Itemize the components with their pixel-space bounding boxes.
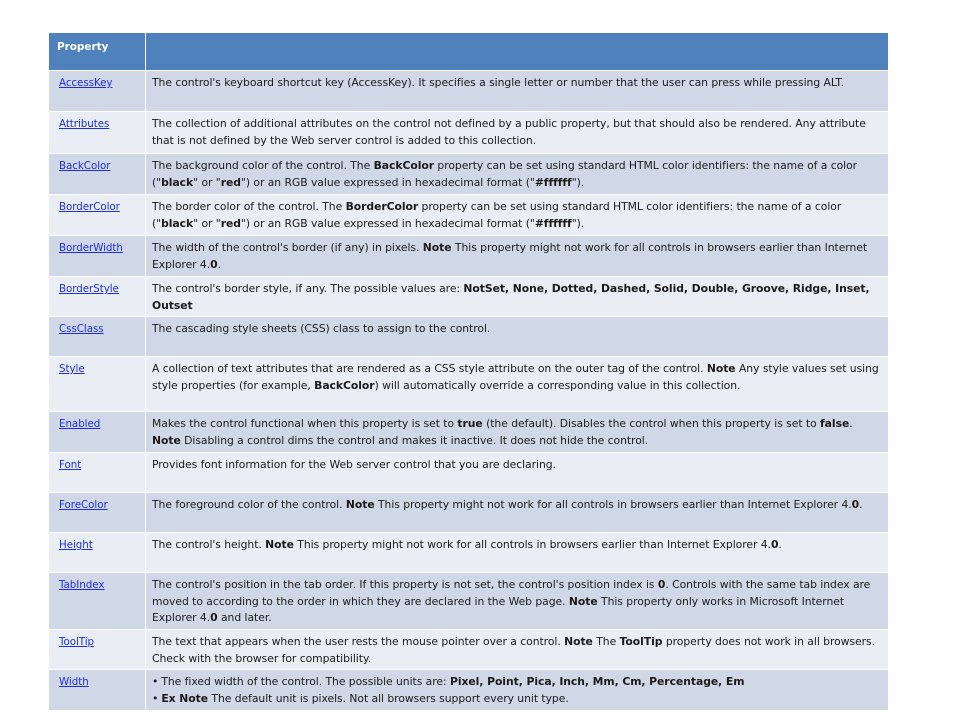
property-description-cell: The cascading style sheets (CSS) class to assign to the control. <box>146 317 889 357</box>
table-row <box>49 71 889 112</box>
table-header-row <box>49 33 889 71</box>
table-row <box>49 317 889 357</box>
property-description-cell: The foreground color of the control. Note This property might not work for all controls in browsers earlier than Internet Explorer 4.0. <box>146 493 889 533</box>
table-row <box>49 630 889 670</box>
property-name-cell <box>49 112 146 154</box>
property-link[interactable]: AccessKey <box>59 77 113 89</box>
property-name-cell <box>49 195 146 236</box>
property-link[interactable]: Attributes <box>59 118 110 130</box>
property-description-cell: Provides font information for the Web server control that you are declaring. <box>146 453 889 493</box>
header-property: Property <box>49 33 146 71</box>
property-link[interactable]: TabIndex <box>59 579 105 591</box>
description-bullet-list <box>152 674 882 707</box>
table-row <box>49 357 889 412</box>
table-row <box>49 412 889 453</box>
property-link[interactable]: Height <box>59 539 93 551</box>
table-row <box>49 573 889 630</box>
property-description-cell: The text that appears when the user rests the mouse pointer over a control. Note The ToolTip property does not work in all browsers. Check with the browser for compatibility. <box>146 630 889 670</box>
property-description-cell <box>146 670 889 711</box>
property-name-cell <box>49 277 146 317</box>
property-link[interactable]: ForeColor <box>59 499 108 511</box>
property-link[interactable]: Width <box>59 676 89 688</box>
property-name-cell <box>49 412 146 453</box>
header-description <box>146 33 889 71</box>
property-description-cell: A collection of text attributes that are rendered as a CSS style attribute on the outer tag of the control. Note Any style values set using style properties (for example, BackColor) will automatically override a corresponding value in this collection. <box>146 357 889 412</box>
property-name-cell <box>49 630 146 670</box>
property-description-cell: The control's position in the tab order. If this property is not set, the control's position index is 0. Controls with the same tab index are moved to according to the order in which they are declared in the Web page. Note This property only works in Microsoft Internet Explorer 4.0 and later. <box>146 573 889 630</box>
property-link[interactable]: ToolTip <box>59 636 95 648</box>
table-row <box>49 112 889 154</box>
table-row <box>49 533 889 573</box>
property-name-cell <box>49 573 146 630</box>
description-bullet: • The fixed width of the control. The possible units are: Pixel, Point, Pica, Inch, Mm, Cm, Percentage, Em <box>152 674 882 691</box>
property-name-cell <box>49 533 146 573</box>
property-name-cell <box>49 670 146 711</box>
description-bullet: • Ex Note The default unit is pixels. Not all browsers support every unit type. <box>152 691 882 708</box>
table-row <box>49 277 889 317</box>
property-link[interactable]: BorderColor <box>59 201 120 213</box>
properties-table-container <box>48 32 888 711</box>
property-name-cell <box>49 453 146 493</box>
property-description-cell: The control's height. Note This property might not work for all controls in browsers earlier than Internet Explorer 4.0. <box>146 533 889 573</box>
table-row <box>49 236 889 277</box>
property-description-cell: The control's keyboard shortcut key (AccessKey). It specifies a single letter or number that the user can press while pressing ALT. <box>146 71 889 112</box>
property-name-cell <box>49 236 146 277</box>
property-description-cell: The border color of the control. The BorderColor property can be set using standard HTML color identifiers: the name of a color ("black" or "red") or an RGB value expressed in hexadecimal format ("#ffffff"). <box>146 195 889 236</box>
table-row <box>49 154 889 195</box>
properties-table <box>48 32 889 711</box>
table-row <box>49 195 889 236</box>
property-name-cell <box>49 154 146 195</box>
property-link[interactable]: Style <box>59 363 85 375</box>
property-name-cell <box>49 317 146 357</box>
property-link[interactable]: BackColor <box>59 160 111 172</box>
table-row <box>49 453 889 493</box>
property-link[interactable]: CssClass <box>59 323 104 335</box>
property-link[interactable]: BorderStyle <box>59 283 119 295</box>
property-link[interactable]: Font <box>59 459 82 471</box>
property-description-cell: The width of the control's border (if any) in pixels. Note This property might not work for all controls in browsers earlier than Internet Explorer 4.0. <box>146 236 889 277</box>
property-description-cell: The collection of additional attributes on the control not defined by a public property, but that should also be rendered. Any attribute that is not defined by the Web server control is added to this collection. <box>146 112 889 154</box>
property-link[interactable]: Enabled <box>59 418 101 430</box>
table-row <box>49 670 889 711</box>
property-link[interactable]: BorderWidth <box>59 242 123 254</box>
property-name-cell <box>49 493 146 533</box>
property-description-cell: Makes the control functional when this property is set to true (the default). Disables the control when this property is set to false. Note Disabling a control dims the control and makes it inactive. It does not hide the control. <box>146 412 889 453</box>
property-description-cell: The control's border style, if any. The possible values are: NotSet, None, Dotted, Dashed, Solid, Double, Groove, Ridge, Inset, Outset <box>146 277 889 317</box>
property-name-cell <box>49 71 146 112</box>
property-description-cell: The background color of the control. The BackColor property can be set using standard HTML color identifiers: the name of a color ("black" or "red") or an RGB value expressed in hexadecimal format ("#ffffff"). <box>146 154 889 195</box>
table-body <box>49 71 889 711</box>
property-name-cell <box>49 357 146 412</box>
table-row <box>49 493 889 533</box>
